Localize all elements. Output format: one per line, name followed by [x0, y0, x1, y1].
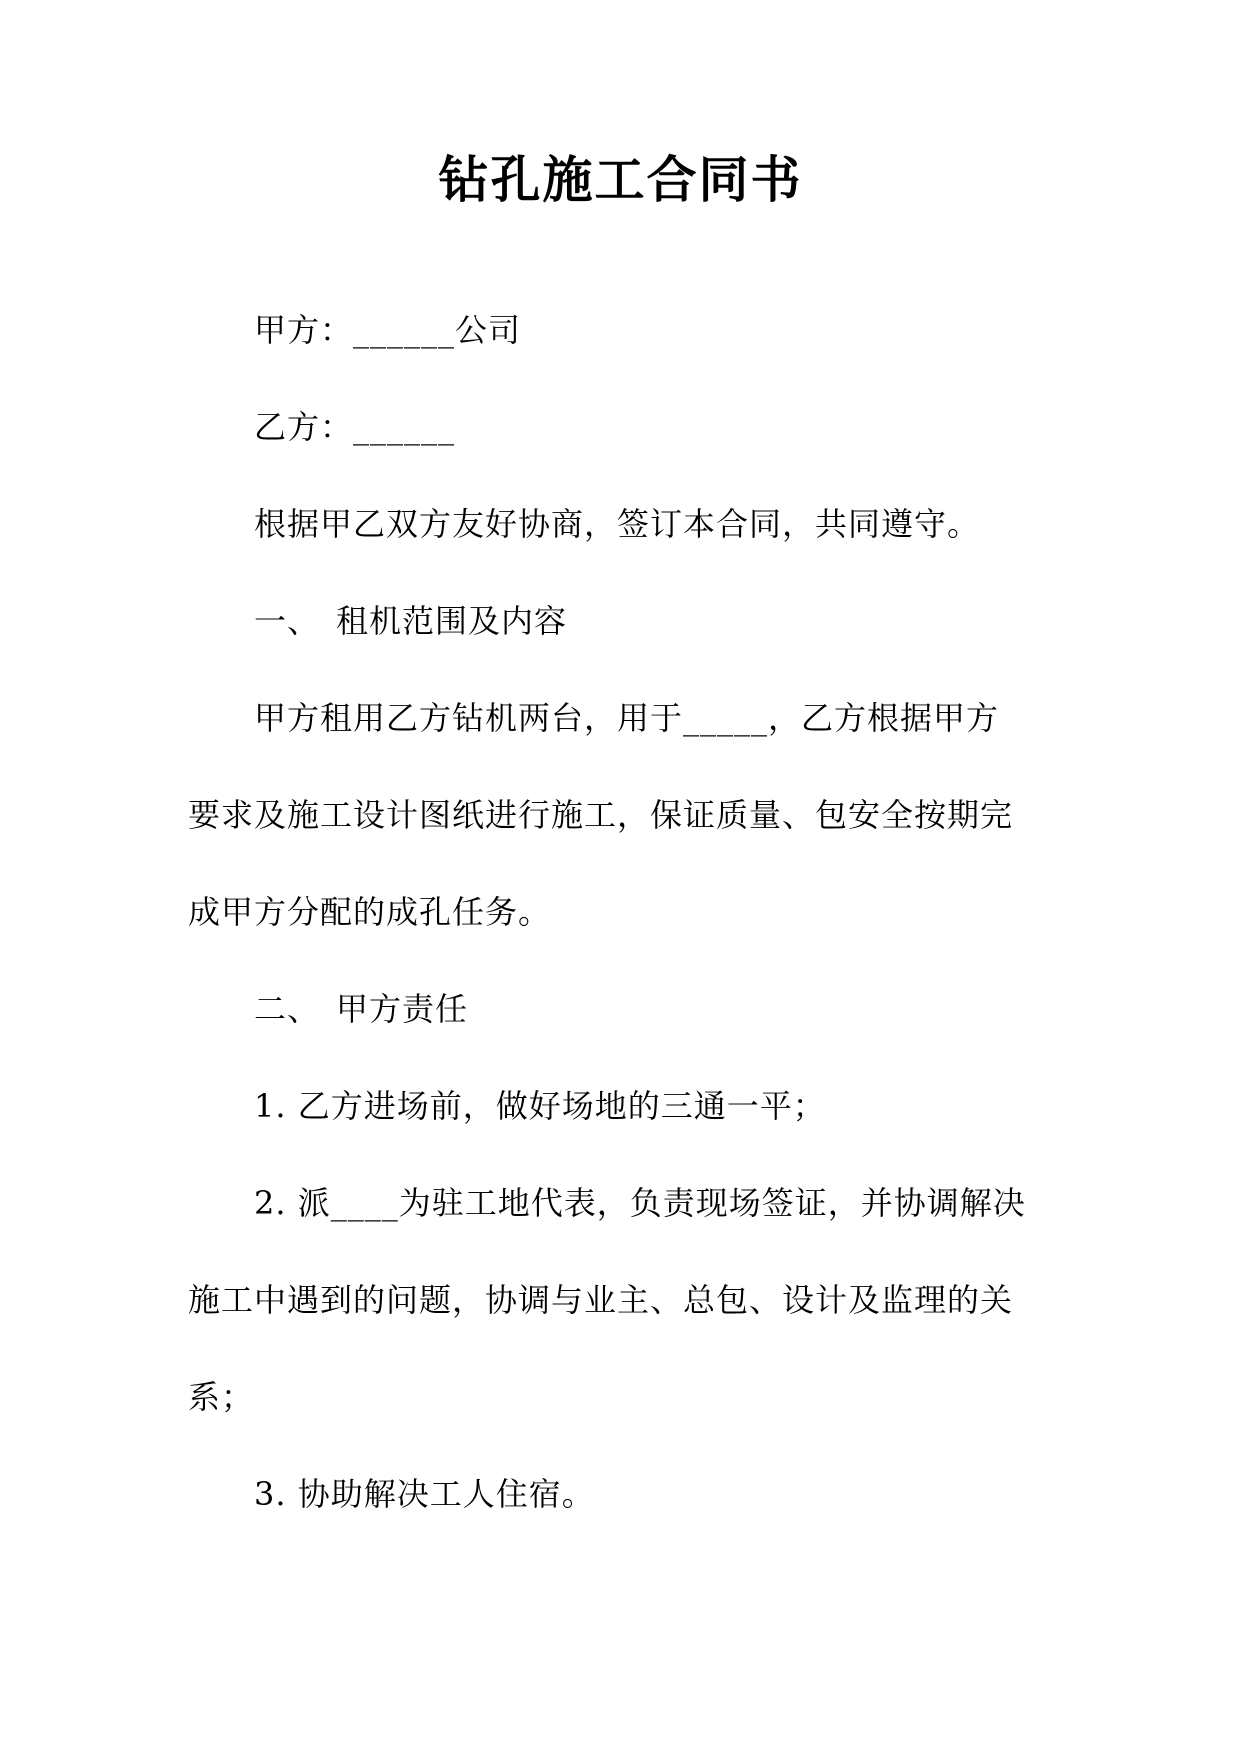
section-2-item-2-line: 2. 派____为驻工地代表，负责现场签证，并协调解决 — [254, 1184, 1026, 1222]
section-1-title: 租机范围及内容 — [336, 602, 568, 640]
section-2-item-3: 3. 协助解决工人住宿。 — [254, 1475, 595, 1513]
section-1-body-line: 成甲方分配的成孔任务。 — [188, 893, 552, 931]
section-2-item-1: 1. 乙方进场前，做好场地的三通一平； — [254, 1087, 826, 1125]
section-1-number: 一、 — [254, 602, 321, 640]
section-1-heading — [254, 601, 567, 641]
section-2-item-2-line: 系； — [188, 1378, 255, 1416]
section-2-number: 二、 — [254, 990, 321, 1028]
party-a-line: 甲方：______公司 — [254, 311, 522, 349]
document-title: 钻孔施工合同书 — [438, 150, 803, 209]
section-1-body-line: 甲方租用乙方钻机两台，用于_____，乙方根据甲方 — [254, 699, 1000, 737]
preamble-paragraph: 根据甲乙双方友好协商，签订本合同，共同遵守。 — [254, 505, 981, 543]
section-2-item-2-line: 施工中遇到的问题，协调与业主、总包、设计及监理的关 — [188, 1281, 1014, 1319]
section-2-heading — [254, 989, 468, 1029]
section-2-title: 甲方责任 — [336, 990, 469, 1028]
section-1-body-line: 要求及施工设计图纸进行施工，保证质量、包安全按期完 — [188, 796, 1014, 834]
party-b-line: 乙方：______ — [254, 408, 456, 446]
